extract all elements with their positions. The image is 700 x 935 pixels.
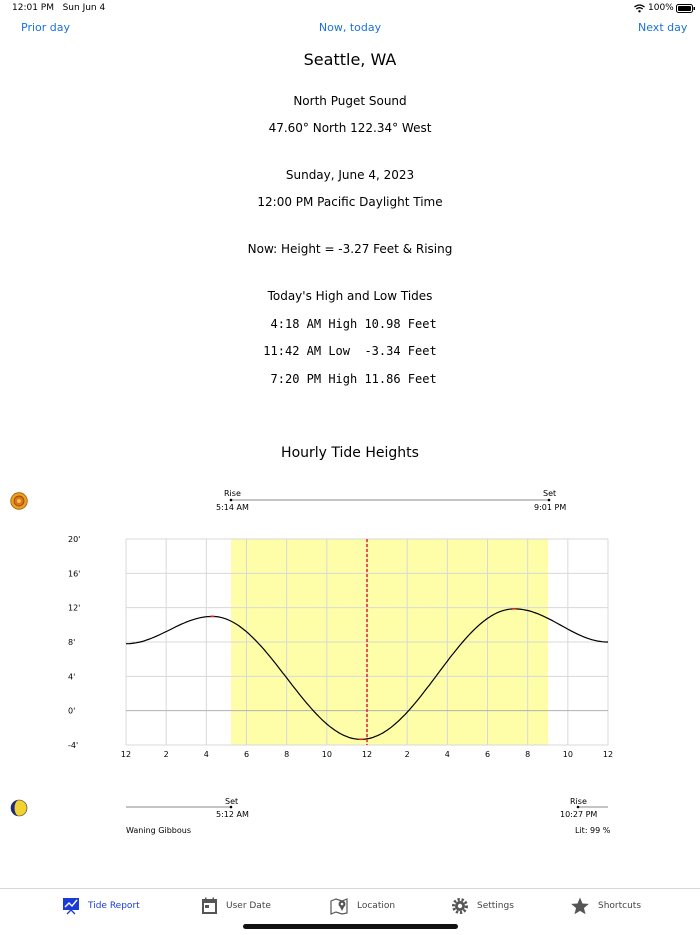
now-today-button[interactable]: Now, today xyxy=(318,21,382,34)
battery-icon xyxy=(676,4,696,13)
tab-tide-report[interactable] xyxy=(62,897,140,915)
y-tick-label: 4' xyxy=(68,672,76,682)
y-tick-label: 0' xyxy=(68,706,76,716)
x-tick-label: 12 xyxy=(602,750,614,759)
moon-rise-time: 10:27 PM xyxy=(560,810,598,819)
y-tick-label: 12' xyxy=(68,603,81,613)
coordinates: 47.60° North 122.34° West xyxy=(268,121,432,135)
tides-heading: Today's High and Low Tides xyxy=(267,289,433,303)
tide-chart xyxy=(0,525,700,765)
tab-location[interactable] xyxy=(330,897,395,915)
prior-day-button[interactable]: Prior day xyxy=(21,21,71,34)
wifi-icon xyxy=(634,4,645,13)
chart-title: Hourly Tide Heights xyxy=(281,445,419,461)
moon-rise-label: Rise xyxy=(570,797,587,806)
x-tick-label: 6 xyxy=(484,750,491,759)
tide-row-2: 11:42 AM Low -3.34 Feet xyxy=(263,344,437,358)
tab-settings[interactable] xyxy=(451,897,514,915)
battery-percent: 100% xyxy=(648,3,674,13)
x-tick-label: 10 xyxy=(562,750,573,759)
city-title: Seattle, WA xyxy=(303,50,397,69)
x-tick-label: 8 xyxy=(525,750,531,759)
x-tick-label: 2 xyxy=(404,750,410,759)
x-tick-label: 12 xyxy=(120,750,132,759)
status-time: 12:01 PM Sun Jun 4 xyxy=(12,3,106,13)
star-icon xyxy=(570,897,590,915)
sun-timeline xyxy=(0,495,700,505)
calendar-icon xyxy=(201,897,218,915)
tab-label: Location xyxy=(357,901,396,911)
chart-icon xyxy=(62,897,80,915)
tab-label: Settings xyxy=(477,901,514,911)
y-tick-label: 20' xyxy=(68,535,81,544)
x-tick-label: 4 xyxy=(444,750,450,759)
y-tick-label: -4' xyxy=(68,741,79,750)
home-indicator xyxy=(243,924,458,929)
tab-label: Shortcuts xyxy=(598,901,642,911)
gear-icon xyxy=(451,897,469,915)
x-tick-label: 8 xyxy=(284,750,290,759)
moon-set-time: 5:12 AM xyxy=(216,810,249,819)
x-tick-label: 6 xyxy=(243,750,250,759)
sun-rise-label: Rise xyxy=(224,489,241,498)
moon-lit: Lit: 99 % xyxy=(575,826,611,835)
x-tick-label: 12 xyxy=(361,750,373,759)
map-pin-icon xyxy=(330,897,349,915)
y-tick-label: 16' xyxy=(68,569,81,579)
tide-row-3: 7:20 PM High 11.86 Feet xyxy=(263,372,437,386)
tab-label: User Date xyxy=(226,901,271,911)
tab-label: Tide Report xyxy=(88,901,140,911)
tab-shortcuts[interactable] xyxy=(570,897,641,915)
station-name: North Puget Sound xyxy=(293,94,407,108)
now-height: Now: Height = -3.27 Feet & Rising xyxy=(247,242,453,256)
sun-set-time: 9:01 PM xyxy=(534,503,567,512)
date-line: Sunday, June 4, 2023 xyxy=(285,168,415,182)
tab-user-date[interactable] xyxy=(201,897,271,915)
x-tick-label: 10 xyxy=(321,750,332,759)
moon-phase: Waning Gibbous xyxy=(126,826,191,835)
sun-rise-time: 5:14 AM xyxy=(216,503,249,512)
status-right xyxy=(634,3,696,13)
time-line: 12:00 PM Pacific Daylight Time xyxy=(257,195,443,209)
moon-set-label: Set xyxy=(225,797,239,806)
tide-row-1: 4:18 AM High 10.98 Feet xyxy=(263,317,437,331)
next-day-button[interactable]: Next day xyxy=(638,21,688,34)
y-tick-label: 8' xyxy=(68,638,76,647)
nav-now-wrap xyxy=(0,21,700,34)
x-tick-label: 4 xyxy=(203,750,209,759)
sun-set-label: Set xyxy=(543,489,557,498)
x-tick-label: 2 xyxy=(163,750,169,759)
